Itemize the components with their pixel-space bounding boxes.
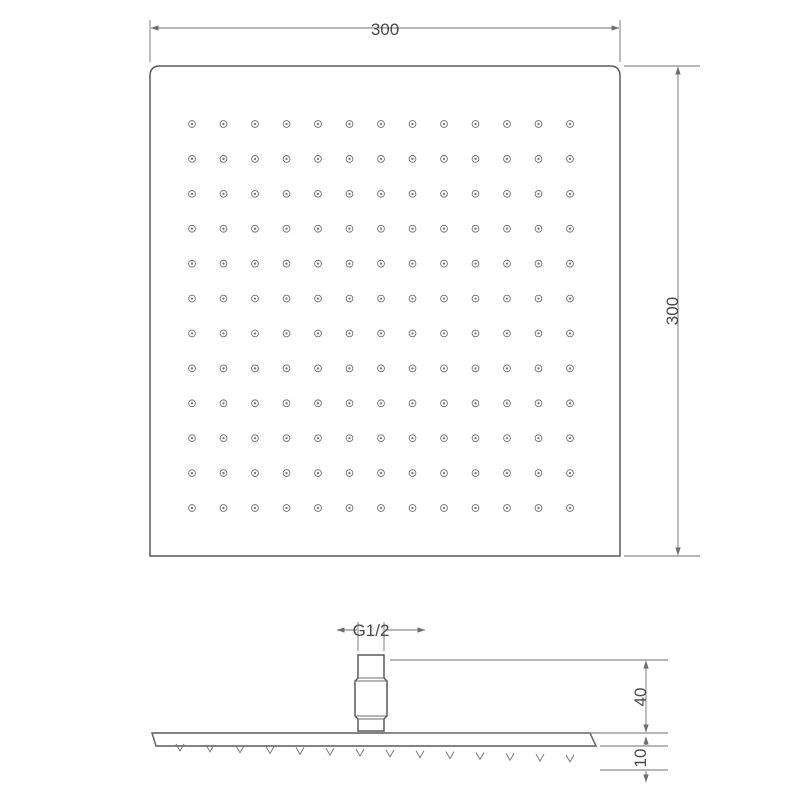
nozzle-dot <box>537 507 539 509</box>
nozzle-dot <box>411 367 413 369</box>
nozzle-dot <box>474 472 476 474</box>
nozzle-grid <box>189 121 574 512</box>
nozzle-dot <box>569 402 571 404</box>
nozzle-dot <box>474 367 476 369</box>
nozzle-dot <box>474 158 476 160</box>
nozzle-dot <box>285 402 287 404</box>
nozzle-dot <box>411 402 413 404</box>
nozzle-dot <box>222 158 224 160</box>
nozzle-dot <box>285 158 287 160</box>
side-nozzle-tooth <box>326 748 334 755</box>
nozzle-dot <box>254 472 256 474</box>
nozzle-dot <box>443 367 445 369</box>
nozzle-dot <box>285 367 287 369</box>
nozzle-dot <box>380 402 382 404</box>
nozzle-dot <box>537 158 539 160</box>
nozzle-dot <box>317 507 319 509</box>
side-view-group <box>152 622 668 782</box>
nozzle-dot <box>411 332 413 334</box>
nozzle-dot <box>222 263 224 265</box>
nozzle-dot <box>191 123 193 125</box>
side-nozzle-tooth <box>356 749 364 756</box>
nozzle-dot <box>317 472 319 474</box>
nozzle-dot <box>317 367 319 369</box>
nozzle-dot <box>191 297 193 299</box>
side-nozzle-tooth <box>536 754 544 761</box>
nozzle-dot <box>348 507 350 509</box>
nozzle-dot <box>380 228 382 230</box>
nozzle-dot <box>411 123 413 125</box>
nozzle-dot <box>317 193 319 195</box>
nozzle-dot <box>569 507 571 509</box>
nozzle-dot <box>537 472 539 474</box>
nozzle-dot <box>569 332 571 334</box>
nozzle-dot <box>222 332 224 334</box>
dim-label-width: 300 <box>370 20 400 39</box>
nozzle-dot <box>474 297 476 299</box>
side-nozzle-tooth <box>296 747 304 754</box>
nozzle-dot <box>474 507 476 509</box>
nozzle-dot <box>443 507 445 509</box>
nozzle-dot <box>411 297 413 299</box>
plate-outline-top-view <box>150 66 620 556</box>
nozzle-dot <box>348 123 350 125</box>
nozzle-dot <box>380 123 382 125</box>
nozzle-dot <box>348 228 350 230</box>
nozzle-dot <box>506 437 508 439</box>
nozzle-dot <box>222 123 224 125</box>
nozzle-dot <box>222 437 224 439</box>
nozzle-dot <box>254 193 256 195</box>
nozzle-dot <box>506 472 508 474</box>
nozzle-dot <box>569 123 571 125</box>
nozzle-dot <box>537 332 539 334</box>
nozzle-dot <box>380 507 382 509</box>
nozzle-dot <box>191 228 193 230</box>
dim-label-height: 300 <box>663 296 682 326</box>
nozzle-dot <box>411 263 413 265</box>
nozzle-dot <box>380 332 382 334</box>
nozzle-dot <box>222 507 224 509</box>
nozzle-dot <box>443 158 445 160</box>
nozzle-dot <box>317 158 319 160</box>
nozzle-dot <box>537 367 539 369</box>
nozzle-dot <box>348 193 350 195</box>
nozzle-dot <box>317 228 319 230</box>
nozzle-dot <box>348 437 350 439</box>
nozzle-dot <box>348 472 350 474</box>
nozzle-dot <box>254 297 256 299</box>
nozzle-dot <box>443 472 445 474</box>
nozzle-dot <box>317 297 319 299</box>
nozzle-dot <box>506 123 508 125</box>
side-nozzle-tooth <box>446 752 454 759</box>
nozzle-dot <box>317 437 319 439</box>
nozzle-dot <box>285 297 287 299</box>
nozzle-dot <box>443 297 445 299</box>
nozzle-dot <box>348 402 350 404</box>
nozzle-dot <box>474 263 476 265</box>
plate-right-edge <box>590 733 596 746</box>
nozzle-dot <box>191 437 193 439</box>
side-nozzle-tooth <box>266 747 274 754</box>
nozzle-dot <box>506 507 508 509</box>
plate-profile-side-view <box>152 733 596 746</box>
nozzle-dot <box>380 263 382 265</box>
nozzle-dot <box>474 332 476 334</box>
nozzle-dot <box>569 228 571 230</box>
side-nozzle-tooth <box>176 744 184 751</box>
nozzle-dot <box>443 193 445 195</box>
nozzle-dot <box>380 193 382 195</box>
nozzle-dot <box>254 437 256 439</box>
nozzle-dot <box>474 402 476 404</box>
nozzle-dot <box>506 158 508 160</box>
nozzle-dot <box>474 437 476 439</box>
nozzle-dot <box>474 123 476 125</box>
nozzle-dot <box>222 402 224 404</box>
dim-label-plate-thickness: 10 <box>631 748 650 768</box>
nozzle-dot <box>537 437 539 439</box>
nozzle-dot <box>380 472 382 474</box>
dim-label-thread: G1/2 <box>352 621 390 640</box>
nozzle-dot <box>537 402 539 404</box>
nozzle-dot <box>317 402 319 404</box>
nozzle-dot <box>191 332 193 334</box>
nozzle-dot <box>569 263 571 265</box>
nozzle-dot <box>254 228 256 230</box>
side-nozzle-tooth <box>506 753 514 760</box>
nozzle-dot <box>506 193 508 195</box>
nozzle-dot <box>506 263 508 265</box>
nozzle-dot <box>191 158 193 160</box>
nozzle-dot <box>222 472 224 474</box>
nozzle-dot <box>285 193 287 195</box>
nozzle-dot <box>380 158 382 160</box>
nozzle-dot <box>285 332 287 334</box>
nozzle-dot <box>411 507 413 509</box>
nozzle-dot <box>537 193 539 195</box>
nozzle-dot <box>348 332 350 334</box>
nozzle-dot <box>411 193 413 195</box>
nozzle-dot <box>285 123 287 125</box>
side-nozzle-tooth <box>566 755 574 762</box>
nozzle-dot <box>285 437 287 439</box>
nozzle-dot <box>254 402 256 404</box>
nozzle-dot <box>569 158 571 160</box>
connector-body <box>355 655 387 731</box>
nozzle-dot <box>191 402 193 404</box>
nozzle-dot <box>443 437 445 439</box>
nozzle-dot <box>537 228 539 230</box>
nozzle-dot <box>191 367 193 369</box>
nozzle-dot <box>474 193 476 195</box>
nozzle-dot <box>254 367 256 369</box>
nozzle-dot <box>191 263 193 265</box>
nozzle-dot <box>348 297 350 299</box>
nozzle-dot <box>285 472 287 474</box>
nozzle-dot <box>285 263 287 265</box>
nozzle-dot <box>506 297 508 299</box>
side-nozzle-tooth <box>386 750 394 757</box>
nozzle-dot <box>222 367 224 369</box>
nozzle-dot <box>191 193 193 195</box>
nozzle-dot <box>222 297 224 299</box>
nozzle-dot <box>191 472 193 474</box>
nozzle-dot <box>254 158 256 160</box>
nozzle-dot <box>506 367 508 369</box>
nozzle-dot <box>443 332 445 334</box>
nozzle-dot <box>348 158 350 160</box>
nozzle-dot <box>411 437 413 439</box>
nozzle-dot <box>285 228 287 230</box>
nozzle-dot <box>569 367 571 369</box>
nozzle-dot <box>506 332 508 334</box>
nozzle-dot <box>411 472 413 474</box>
nozzle-dot <box>443 263 445 265</box>
nozzle-dot <box>254 263 256 265</box>
plate-left-edge <box>152 733 156 746</box>
nozzle-dot <box>285 507 287 509</box>
nozzle-dot <box>254 507 256 509</box>
nozzle-dot <box>569 193 571 195</box>
nozzle-dot <box>348 263 350 265</box>
nozzle-dot <box>254 123 256 125</box>
nozzle-dot <box>569 472 571 474</box>
nozzle-dot <box>411 158 413 160</box>
nozzle-dot <box>380 367 382 369</box>
nozzle-dot <box>537 263 539 265</box>
nozzle-dot <box>254 332 256 334</box>
side-nozzle-tooth <box>476 752 484 759</box>
nozzle-dot <box>443 123 445 125</box>
nozzle-dot <box>506 228 508 230</box>
nozzle-dot <box>537 123 539 125</box>
nozzle-dot <box>317 263 319 265</box>
nozzle-dot <box>317 123 319 125</box>
nozzle-dot <box>474 228 476 230</box>
nozzle-dot <box>569 297 571 299</box>
nozzle-dot <box>443 228 445 230</box>
nozzle-dot <box>191 507 193 509</box>
side-nozzle-tooth <box>416 751 424 758</box>
nozzle-dot <box>380 437 382 439</box>
nozzle-dot <box>348 367 350 369</box>
dim-label-connector-height: 40 <box>631 687 650 707</box>
nozzle-dot <box>506 402 508 404</box>
nozzle-dot <box>537 297 539 299</box>
nozzle-dot <box>222 193 224 195</box>
nozzle-dot <box>411 228 413 230</box>
nozzle-dot <box>380 297 382 299</box>
nozzle-dot <box>569 437 571 439</box>
nozzle-dot <box>443 402 445 404</box>
nozzle-dot <box>317 332 319 334</box>
top-view-group <box>150 20 700 556</box>
nozzle-dot <box>222 228 224 230</box>
